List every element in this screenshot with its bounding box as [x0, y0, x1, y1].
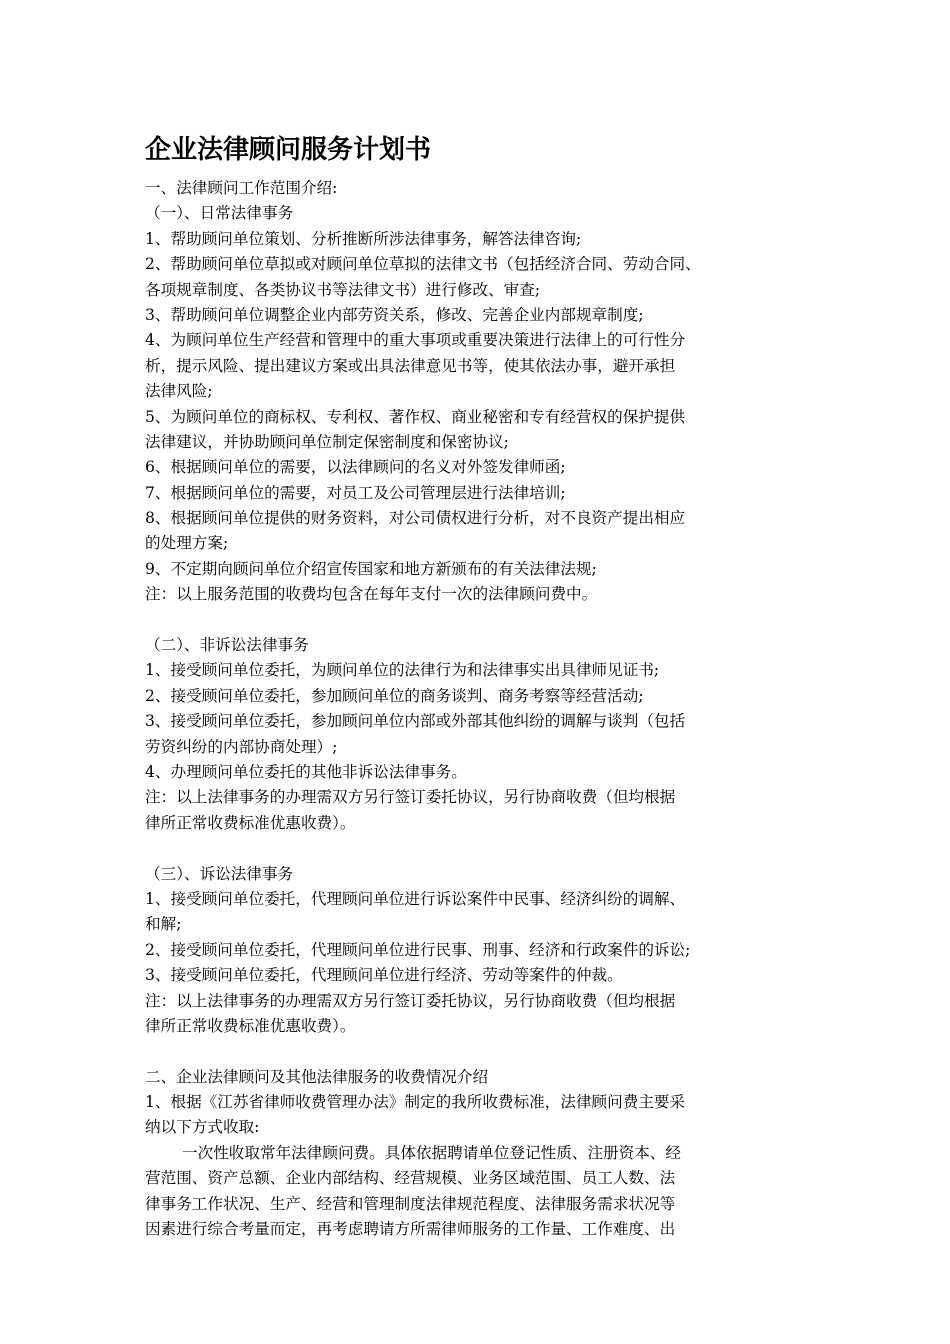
text-line: 劳资纠纷的内部协商处理）;: [145, 737, 338, 756]
document-page: [145, 130, 825, 1242]
text-line: 的处理方案;: [145, 534, 229, 553]
text-line: 4、办理顾问单位委托的其他非诉讼法律事务。: [145, 762, 467, 781]
text-line: 3、帮助顾问单位调整企业内部劳资关系，修改、完善企业内部规章制度;: [145, 305, 644, 324]
text-line: 和解;: [145, 915, 182, 934]
text-line: 6、根据顾问单位的需要，以法律顾问的名义对外签发律师函;: [145, 458, 566, 477]
text-line: 二、企业法律顾问及其他法律服务的收费情况介绍: [145, 1067, 489, 1086]
text-line: （二）、非诉讼法律事务: [145, 636, 309, 655]
text-line: 析，提示风险、提出建议方案或出具法律意见书等，使其依法办事，避开承担: [145, 356, 676, 375]
document-body: [145, 176, 825, 1242]
text-line: 纳以下方式收取:: [145, 1118, 260, 1137]
text-line: （三）、诉讼法律事务: [145, 864, 294, 883]
text-line: 注：以上服务范围的收费均包含在每年支付一次的法律顾问费中。: [145, 585, 598, 604]
text-line: 法律风险;: [145, 382, 213, 401]
text-line: 3、接受顾问单位委托，代理顾问单位进行经济、劳动等案件的仲裁。: [145, 966, 623, 985]
text-line: 2、接受顾问单位委托，代理顾问单位进行民事、刑事、经济和行政案件的诉讼;: [145, 940, 691, 959]
text-line: 9、不定期向顾问单位介绍宣传国家和地方新颁布的有关法律法规;: [145, 559, 597, 578]
document-title: 企业法律顾问服务计划书: [145, 135, 432, 165]
text-line: 1、帮助顾问单位策划、分析推断所涉法律事务，解答法律咨询;: [145, 229, 582, 248]
text-line: 因素进行综合考量而定，再考虑聘请方所需律师服务的工作量、工作难度、出: [145, 1220, 676, 1239]
text-line: （一）、日常法律事务: [145, 204, 294, 223]
blank-line: [145, 1039, 825, 1064]
text-line: 律所正常收费标准优惠收费）。: [145, 813, 356, 832]
text-line: 2、帮助顾问单位草拟或对顾问单位草拟的法律文书（包括经济合同、劳动合同、: [145, 255, 701, 274]
text-line: 一次性收取常年法律顾问费。具体依据聘请单位登记性质、注册资本、经: [182, 1143, 682, 1162]
text-line: 注：以上法律事务的办理需双方另行签订委托协议，另行协商收费（但均根据: [145, 788, 676, 807]
text-line: 注：以上法律事务的办理需双方另行签订委托协议，另行协商收费（但均根据: [145, 991, 676, 1010]
text-line: 1、接受顾问单位委托，代理顾问单位进行诉讼案件中民事、经济纠纷的调解、: [145, 889, 686, 908]
blank-line: [145, 608, 825, 633]
text-line: 4、为顾问单位生产经营和管理中的重大事项或重要决策进行法律上的可行性分: [145, 331, 686, 350]
text-line: 2、接受顾问单位委托，参加顾问单位的商务谈判、商务考察等经营活动;: [145, 686, 644, 705]
blank-line: [145, 836, 825, 861]
text-line: 各项规章制度、各类协议书等法律文书）进行修改、审查;: [145, 280, 541, 299]
text-line: 1、根据《江苏省律师收费管理办法》制定的我所收费标准，法律顾问费主要采: [145, 1093, 686, 1112]
text-line: 营范围、资产总额、企业内部结构、经营规模、业务区域范围、员工人数、法: [145, 1169, 676, 1188]
text-line: 5、为顾问单位的商标权、专利权、著作权、商业秘密和专有经营权的保护提供: [145, 407, 686, 426]
text-line: 律所正常收费标准优惠收费）。: [145, 1016, 356, 1035]
text-line: 法律建议，并协助顾问单位制定保密制度和保密协议;: [145, 432, 509, 451]
text-line: 8、根据顾问单位提供的财务资料，对公司债权进行分析，对不良资产提出相应: [145, 509, 686, 528]
text-line: 一、法律顾问工作范围介绍:: [145, 179, 338, 197]
text-line: 7、根据顾问单位的需要，对员工及公司管理层进行法律培训;: [145, 483, 566, 502]
text-line: 3、接受顾问单位委托，参加顾问单位内部或外部其他纠纷的调解与谈判（包括: [145, 712, 686, 731]
text-line: 律事务工作状况、生产、经营和管理制度法律规范程度、法律服务需求状况等: [145, 1194, 676, 1213]
text-line: 1、接受顾问单位委托，为顾问单位的法律行为和法律事实出具律师见证书;: [145, 661, 660, 680]
